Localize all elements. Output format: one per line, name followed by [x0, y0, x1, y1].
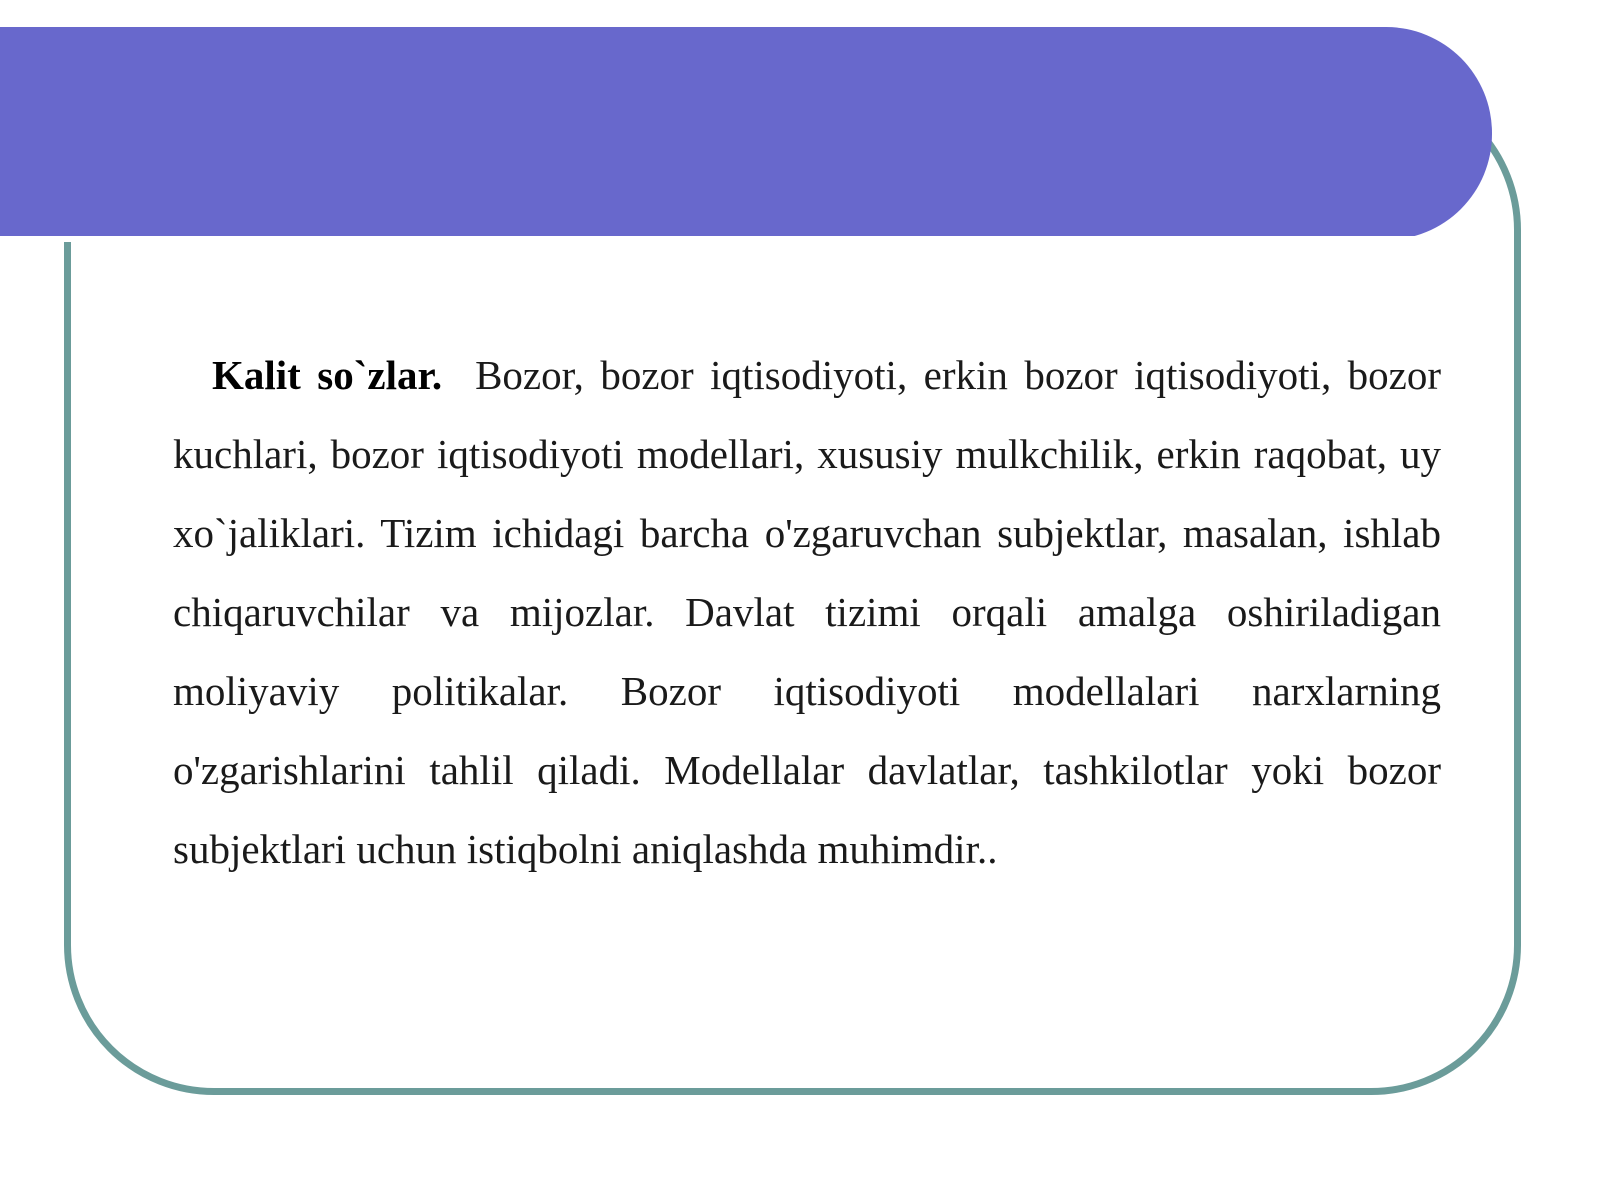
- header-banner: [0, 27, 1492, 240]
- keywords-label: Kalit so`zlar.: [212, 352, 443, 398]
- keywords-text: Bozor, bozor iqtisodiyoti, erkin bozor iqtisodiyoti, bozor kuchlari, bozor iqtisodiyoti modellari, xususiy mulkchilik, erkin raqobat, uy xo`jaliklari. Tizim ichidagi barcha o'zgaruvchan subjektlar, masalan, ishlab chiqaruvchilar va mijozlar. Davlat tizimi orqali amalga oshiriladigan moliyaviy politikalar. Bozor iqtisodiyoti modellalari narxlarning o'zgarishlarini tahlil qiladi. Modellalar davlatlar, tashkilotlar yoki bozor subjektlari uchun istiqbolni aniqlashda muhimdir..: [173, 352, 1441, 872]
- banner-divider-line: [0, 236, 1415, 242]
- slide-body-text: [173, 336, 1441, 889]
